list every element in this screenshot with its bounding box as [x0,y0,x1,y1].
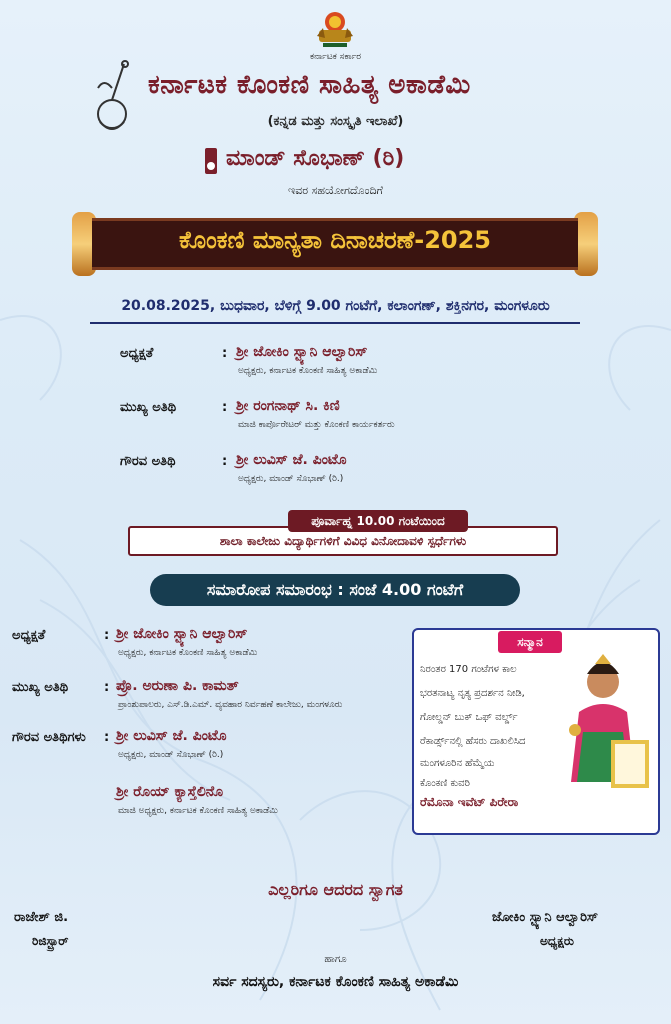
honor-text-line: ಕೊಂಕಣಿ ಕುವರಿ [420,778,470,789]
honoree-name: ರೆಮೊನಾ ಇವೆಟ್ ಪಿರೇರಾ [420,795,519,809]
cooperation-text: ಇವರ ಸಹಯೋಗದೊಂದಿಗೆ [288,184,383,197]
person-description: ಅಧ್ಯಕ್ಷರು, ಕರ್ನಾಟಕ ಕೊಂಕಣಿ ಸಾಹಿತ್ಯ ಅಕಾಡೆಮಿ [238,366,378,376]
colon: : [104,730,110,745]
honor-text-line: ನಿರಂತರ 170 ಗಂಟೆಗಳ ಕಾಲ [420,664,517,675]
honor-text-line: ರೆಕಾರ್ಡ್ಸ್‌ನಲ್ಲಿ ಹೆಸರು ದಾಖಲಿಸಿದ [420,736,526,747]
person-description: ಮಾಜಿ ಕಾರ್ಪೊರೇಟರ್ ಮತ್ತು ಕೊಂಕಣಿ ಕಾರ್ಯಕರ್ತರು [238,420,395,430]
role-label: ಅಧ್ಯಕ್ಷತೆ [12,628,46,643]
competition-box: ಶಾಲಾ ಕಾಲೇಜು ವಿದ್ಯಾರ್ಥಿಗಳಿಗೆ ವಿವಿಧ ವಿನೋದಾವಳಿ ಸ್ಪರ್ಧೆಗಳು [128,526,558,556]
honor-text-line: ಭರತನಾಟ್ಯ ನೃತ್ಯ ಪ್ರದರ್ಶನ ನೀಡಿ, [420,688,525,699]
department-subtitle: (ಕನ್ನಡ ಮತ್ತು ಸಂಸ್ಕೃತಿ ಇಲಾಖೆ) [267,114,404,129]
event-title: ಕೊಂಕಣಿ ಮಾನ್ಯತಾ ದಿನಾಚರಣೆ-2025 [179,226,491,254]
partner-organization: ಮಾಂಡ್ ಸೊಭಾಣ್ (ರಿ) [226,146,405,171]
honor-text-line: ಮಂಗಳೂರಿನ ಹೆಮ್ಮೆಯ [420,758,495,769]
registrar-name: ರಾಜೇಶ್ ಜಿ. [14,910,69,925]
academy-title: ಕರ್ನಾಟಕ ಕೊಂಕಣಿ ಸಾಹಿತ್ಯ ಅಕಾಡೆಮಿ [148,70,471,100]
president-title: ಅಧ್ಯಕ್ಷರು [540,934,574,948]
colon: : [222,400,228,415]
person-description: ಮಾಜಿ ಅಧ್ಯಕ್ಷರು, ಕರ್ನಾಟಕ ಕೊಂಕಣಿ ಸಾಹಿತ್ಯ ಅಕಾಡೆಮಿ [118,806,278,816]
role-label: ಅಧ್ಯಕ್ಷತೆ [120,346,154,361]
competition-time-tag: ಪೂರ್ವಾಹ್ನ 10.00 ಗಂಟೆಯಿಂದ [288,510,468,532]
colon: : [104,628,110,643]
person-description: ಪ್ರಾಂಶುಪಾಲರು, ಎಸ್.ಡಿ.ಎಮ್. ವ್ಯವಹಾರ ನಿರ್ವಹಣೆ ಕಾಲೇಜು, ಮಂಗಳೂರು [118,700,343,710]
person-name: ಶ್ರೀ ಜೋಕಿಂ ಸ್ಟ್ಯಾನಿ ಆಲ್ವಾರಿಸ್ [236,344,368,360]
conjunction-text: ಹಾಗೂ [324,954,347,965]
person-description: ಅಧ್ಯಕ್ಷರು, ಮಾಂಡ್ ಸೊಭಾಣ್ (ರಿ.) [118,750,224,760]
person-name: ಶ್ರೀ ರಂಗನಾಥ್ ಸಿ. ಕಿಣಿ [236,398,340,414]
divider [90,322,580,324]
person-name: ಶ್ರೀ ರೊಯ್ ಕ್ಯಾಸ್ತೆಲಿನೊ [116,784,224,800]
karnataka-emblem-icon [313,6,357,50]
colon: : [222,454,228,469]
event-dateline: 20.08.2025, ಬುಧವಾರ, ಬೆಳಿಗ್ಗೆ 9.00 ಗಂಟೆಗೆ, ಕಲಾಂಗಣ್, ಶಕ್ತಿನಗರ, ಮಂಗಳೂರು [121,298,550,314]
registrar-title: ರಿಜಿಸ್ಟ್ರಾರ್ [32,934,69,948]
person-name: ಶ್ರೀ ಲುವಿಸ್ ಜೆ. ಪಿಂಟೊ [116,728,227,744]
honor-label: ಸನ್ಮಾನ [498,631,562,653]
president-name: ಜೋಕಿಂ ಸ್ಟ್ಯಾನಿ ಆಲ್ವಾರಿಸ್ [492,910,599,925]
members-line: ಸರ್ವ ಸದಸ್ಯರು, ಕರ್ನಾಟಕ ಕೊಂಕಣಿ ಸಾಹಿತ್ಯ ಅಕಾಡೆಮಿ [212,974,459,990]
person-name: ಶ್ರೀ ಲುವಿಸ್ ಜೆ. ಪಿಂಟೊ [236,452,347,468]
person-description: ಅಧ್ಯಕ್ಷರು, ಮಾಂಡ್ ಸೊಭಾಣ್ (ರಿ.) [238,474,344,484]
mand-sobhann-logo-icon [203,146,221,176]
colon: : [222,346,228,361]
government-label: ಕರ್ನಾಟಕ ಸರ್ಕಾರ [309,52,362,62]
role-label: ಮುಖ್ಯ ಅತಿಥಿ [12,680,69,695]
person-description: ಅಧ್ಯಕ್ಷರು, ಕರ್ನಾಟಕ ಕೊಂಕಣಿ ಸಾಹಿತ್ಯ ಅಕಾಡೆಮಿ [118,648,258,658]
colon: : [104,680,110,695]
role-label: ಗೌರವ ಅತಿಥಿ [120,454,176,469]
role-label: ಗೌರವ ಅತಿಥಿಗಳು [12,730,86,745]
person-name: ಶ್ರೀ ಜೋಕಿಂ ಸ್ಟ್ಯಾನಿ ಆಲ್ವಾರಿಸ್ [116,626,248,642]
honor-text-line: ಗೋಲ್ಡನ್ ಬುಕ್ ಒಫ್ ವರ್ಲ್ಡ್ [420,712,518,723]
welcome-text: ಎಲ್ಲರಿಗೂ ಆದರದ ಸ್ವಾಗತ [268,880,403,899]
honoree-photo [553,652,651,802]
person-name: ಪ್ರೊ. ಅರುಣಾ ಪಿ. ಕಾಮತ್ [116,678,239,694]
role-label: ಮುಖ್ಯ ಅತಿಥಿ [120,400,177,415]
closing-ceremony-banner: ಸಮಾರೋಪ ಸಮಾರಂಭ : ಸಂಜೆ 4.00 ಗಂಟೆಗೆ [150,574,520,606]
